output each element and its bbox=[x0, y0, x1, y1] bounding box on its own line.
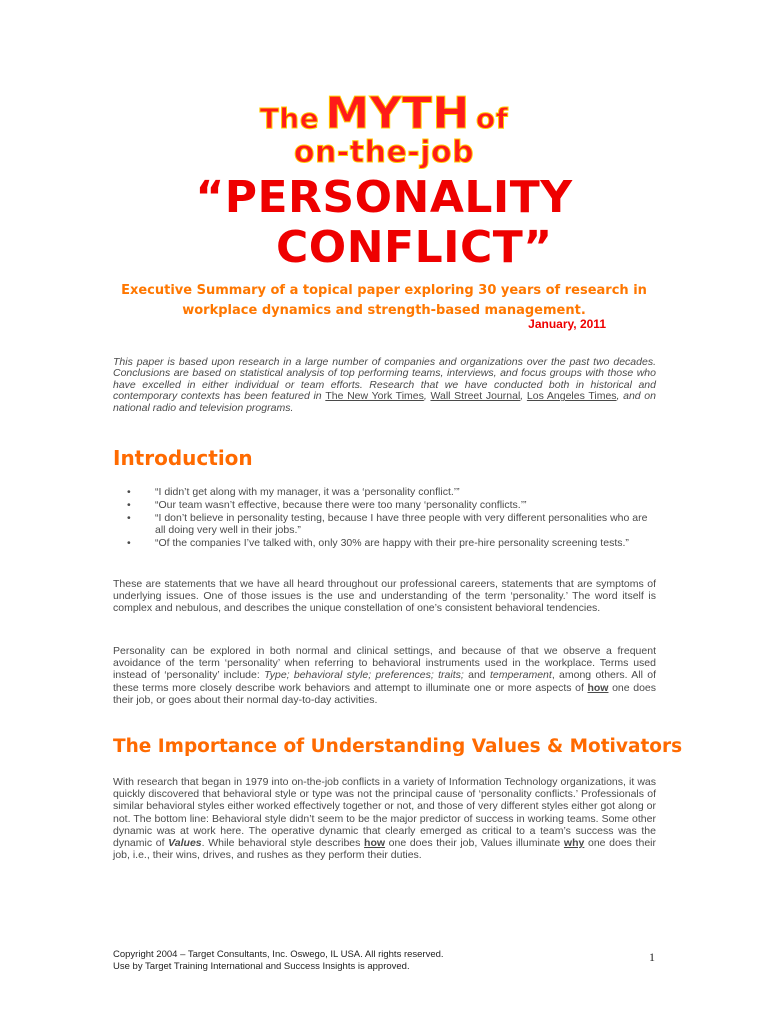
p2-text-a: Personality can be explored in both normal and clinical settings, and because of that we observe a frequent avoidance of the term ‘personality’ when referring to behavioral instruments used in the workplace. Terms used instead of ‘personality’ include: bbox=[113, 645, 656, 682]
list-item: • “Of the companies I’ve talked with, only 30% are happy with their pre-hire personality screening tests.” bbox=[127, 537, 659, 549]
intro-bullet-list bbox=[127, 486, 659, 550]
p2-temperament: temperament bbox=[489, 669, 552, 682]
p2-terms: Type; behavioral style; preferences; traits; bbox=[264, 669, 464, 682]
p2-text-e: , among others. All of these terms more closely describe work behaviors and attempt to illuminate one or more aspects of bbox=[113, 669, 657, 694]
publication-lat: Los Angeles Times bbox=[526, 390, 617, 403]
intro-paragraph-1: These are statements that we have all heard throughout our professional careers, statements that are symptoms of underlying issues. One of those issues is the use and understanding of the term ‘personality.’ The word itself is complex and nebulous, and describes the unique constellation of one’s consistent behavioral tendencies. bbox=[113, 578, 656, 615]
title-line-3: “PERSONALITY bbox=[195, 172, 573, 223]
list-item: • “Our team wasn’t effective, because there were too many ‘personality conflicts.’” bbox=[127, 499, 659, 511]
list-item: • “I didn’t get along with my manager, it was a ‘personality conflict.’” bbox=[127, 486, 659, 498]
title-of: of bbox=[475, 102, 509, 135]
publication-wsj: Wall Street Journal bbox=[430, 390, 521, 403]
p3-text-a: With research that began in 1979 into on-the-job conflicts in a variety of Information Technology organizations, it was quickly discovered that behavioral style or type was not the principal cause of ‘personality conflicts.’ Professionals of similar behavioral styles either worked effectively together or not, and those of very different styles either got along or not. The bottom line: Behavioral style didn’t seem to be the major predictor of success in working teams. Some other dynamic was at work here. The operative dynamic that clearly emerged as critical to a team’s success was the dynamic of bbox=[113, 776, 656, 850]
p3-how: how bbox=[364, 837, 386, 850]
footer-copyright: Copyright 2004 – Target Consultants, Inc. Oswego, IL USA. All rights reserved. bbox=[113, 949, 444, 960]
list-item: • “I don’t believe in personality testing, because I have three people with very different personalities who are all doing very well in their jobs.” bbox=[127, 512, 659, 536]
p3-text-d: one does their job, i.e., their wins, drives, and rushes as they perform their duties. bbox=[113, 837, 656, 862]
page-number: 1 bbox=[649, 950, 655, 964]
footer-usage: Use by Target Training International and Success Insights is approved. bbox=[113, 961, 410, 972]
p3-why: why bbox=[563, 837, 585, 850]
abstract-sep-1: , bbox=[423, 390, 431, 403]
abstract-sep-2: , bbox=[520, 390, 527, 403]
date: January, 2011 bbox=[528, 317, 606, 331]
p2-text-c: and bbox=[463, 669, 490, 682]
subtitle: Executive Summary of a topical paper exploring 30 years of research in workplace dynamics and strength-based management. bbox=[121, 283, 647, 318]
footer bbox=[113, 949, 444, 973]
title-line-2: on-the-job bbox=[293, 135, 475, 170]
p3-text-c: one does their job, Values illuminate bbox=[385, 837, 564, 850]
heading-importance: The Importance of Understanding Values & Motivators bbox=[113, 736, 683, 757]
heading-introduction: Introduction bbox=[113, 446, 253, 470]
title-line-1 bbox=[0, 88, 768, 139]
title-myth: MYTH bbox=[325, 88, 470, 139]
p3-values: Values bbox=[168, 837, 202, 850]
title-line-4: CONFLICT” bbox=[276, 222, 553, 273]
p3-text-b: . While behavioral style describes bbox=[201, 837, 365, 850]
title-the: The bbox=[259, 102, 320, 135]
importance-paragraph bbox=[113, 776, 656, 861]
p2-how: how bbox=[587, 681, 609, 694]
abstract-text-a: This paper is based upon research in a large number of companies and organizations over the past two decades. Conclusions are based on statistical analysis of top performing teams, interviews, and focus groups with those who have excelled in either individual or team efforts. Research that we have conducted both in historical and contemporary contexts has been featured in bbox=[113, 356, 656, 403]
abstract-text-b: , and on national radio and television programs. bbox=[113, 390, 656, 414]
abstract bbox=[113, 357, 656, 414]
publication-nyt: The New York Times bbox=[325, 390, 424, 403]
intro-paragraph-2 bbox=[113, 645, 656, 706]
p2-text-f: one does their job, or goes about their normal day-to-day activities. bbox=[113, 681, 656, 706]
